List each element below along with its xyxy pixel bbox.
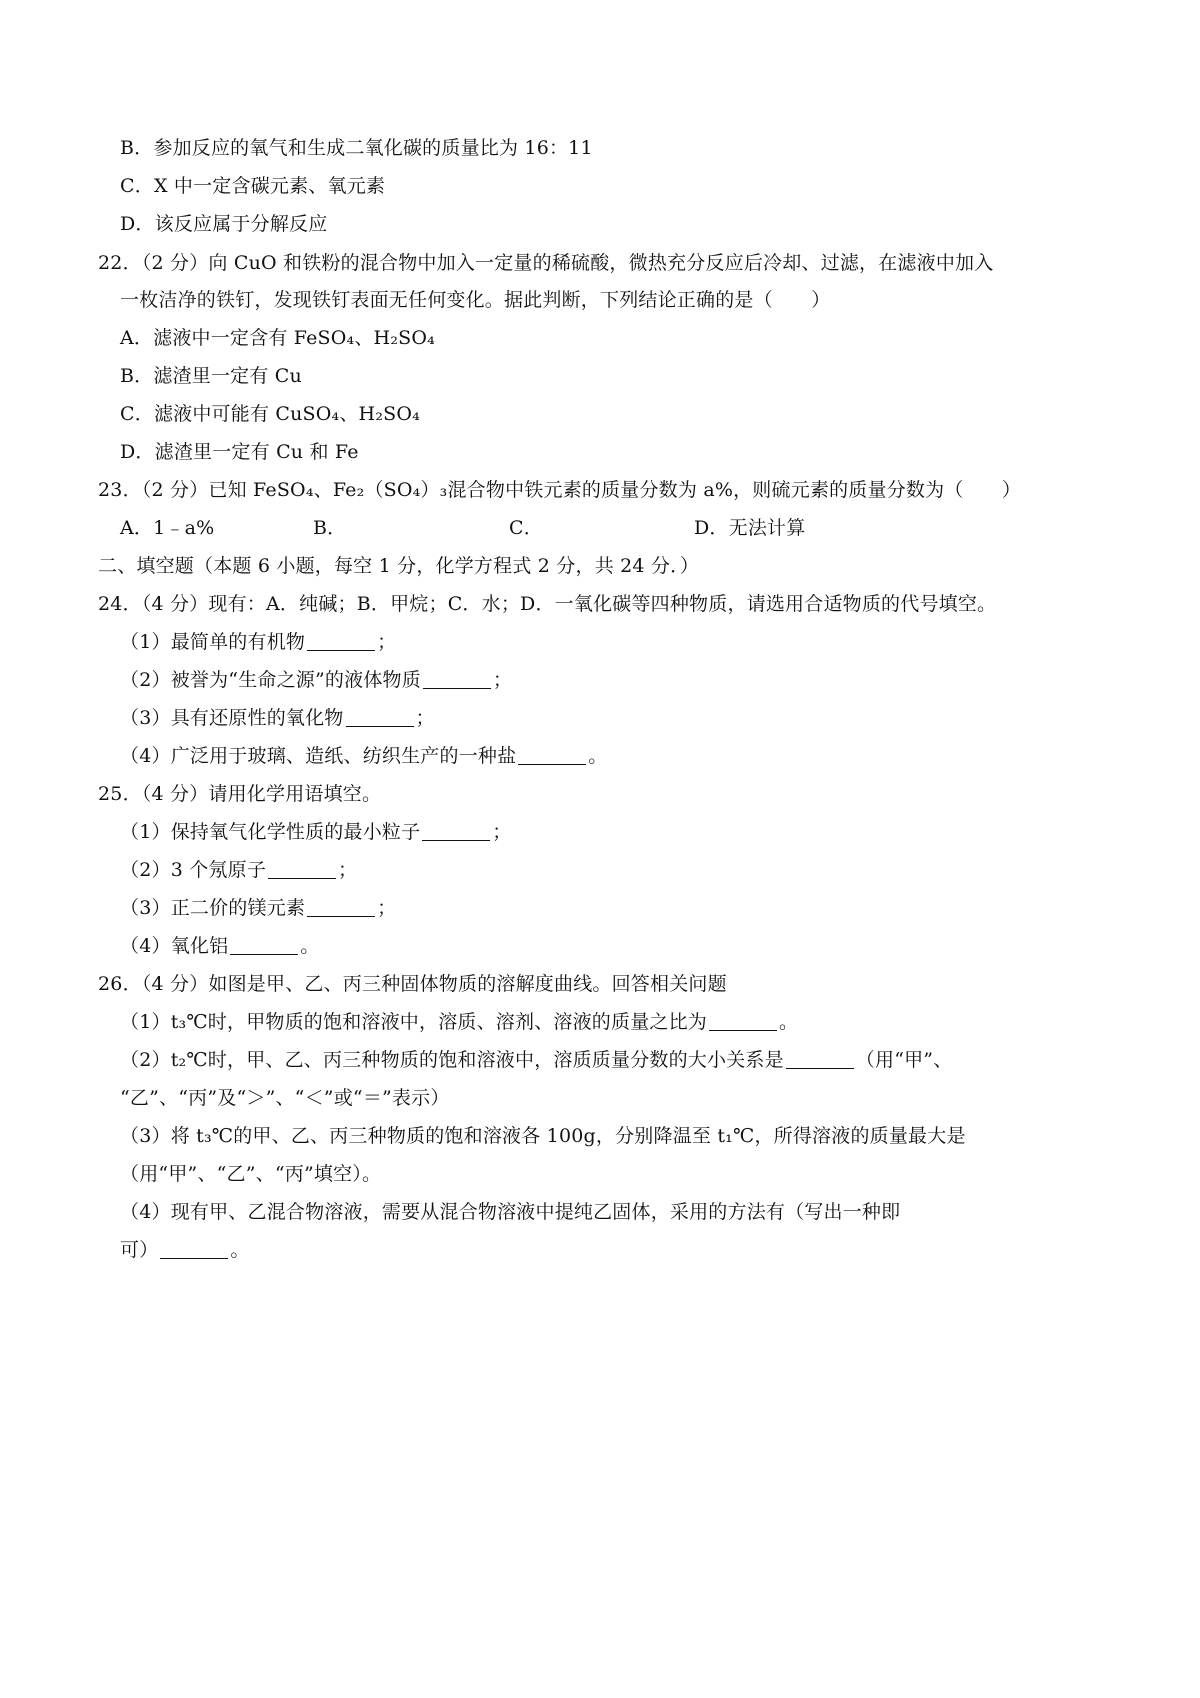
- q24-part3-end: ；: [415, 707, 435, 729]
- q23-option-b: B．: [313, 517, 347, 539]
- q24-part4: [120, 742, 608, 770]
- q22-option-c: C．滤液中可能有 CuSO₄、H₂SO₄: [120, 403, 420, 425]
- answer-blank[interactable]: [268, 858, 336, 879]
- q24-part3: [120, 704, 435, 732]
- q25-part1-end: ；: [492, 821, 512, 843]
- q26-part3-cont: （用“甲”、“乙”、“丙”填空）。: [120, 1163, 382, 1185]
- q24-part1-end: ；: [377, 631, 397, 653]
- q25-part2-end: ；: [338, 859, 358, 881]
- q25-part2: [120, 856, 357, 884]
- q21-option-d: D．该反应属于分解反应: [120, 213, 328, 235]
- answer-blank[interactable]: [518, 744, 586, 765]
- q26-part4: （4）现有甲、乙混合物溶液，需要从混合物溶液中提纯乙固体，采用的方法有（写出一种即: [120, 1201, 901, 1223]
- q26-part2-end: （用“甲”、: [855, 1049, 953, 1071]
- q24-part4-text: （4）广泛用于玻璃、造纸、纺织生产的一种盐: [120, 745, 517, 767]
- q22-stem-line1: 22．（2 分）向 CuO 和铁粉的混合物中加入一定量的稀硫酸，微热充分反应后冷却、过滤，在滤液中加入: [98, 252, 994, 274]
- q26-part4-text: 可）: [120, 1239, 159, 1261]
- q22-option-b: B．滤渣里一定有 Cu: [120, 365, 302, 387]
- q25-part1: [120, 818, 512, 846]
- q22-option-d: D．滤渣里一定有 Cu 和 Fe: [120, 441, 359, 463]
- q22-option-a: A．滤液中一定含有 FeSO₄、H₂SO₄: [120, 327, 435, 349]
- answer-blank[interactable]: [160, 1238, 228, 1259]
- answer-blank[interactable]: [307, 896, 375, 917]
- q24-part2-text: （2）被誉为“生命之源”的液体物质: [120, 669, 421, 691]
- q26-part4-cont: [120, 1236, 250, 1264]
- q23-option-d: D．无法计算: [694, 517, 806, 539]
- q25-stem: 25．（4 分）请用化学用语填空。: [98, 783, 382, 805]
- q26-part3: （3）将 t₃℃的甲、乙、丙三种物质的饱和溶液各 100g，分别降温至 t₁℃，所得溶液的质量最大是: [120, 1125, 966, 1147]
- q26-part1: [120, 1008, 798, 1036]
- q21-option-b: B．参加反应的氧气和生成二氧化碳的质量比为 16：11: [120, 137, 593, 159]
- q25-part1-text: （1）保持氧气化学性质的最小粒子: [120, 821, 421, 843]
- q23-stem: 23．（2 分）已知 FeSO₄、Fe₂（SO₄）₃混合物中铁元素的质量分数为 a%，则硫元素的质量分数为（ ）: [98, 479, 1022, 501]
- q25-part3-text: （3）正二价的镁元素: [120, 897, 306, 919]
- answer-blank[interactable]: [230, 934, 298, 955]
- answer-blank[interactable]: [423, 668, 491, 689]
- q26-part2: [120, 1046, 952, 1074]
- q25-part3-end: ；: [377, 897, 397, 919]
- answer-blank[interactable]: [346, 706, 414, 727]
- q25-part4: [120, 932, 320, 960]
- q23-option-c: C．: [509, 517, 543, 539]
- q26-part2-text: （2）t₂℃时，甲、乙、丙三种物质的饱和溶液中，溶质质量分数的大小关系是: [120, 1049, 784, 1071]
- q24-part1: [120, 628, 396, 656]
- q26-part1-end: 。: [779, 1011, 799, 1033]
- answer-blank[interactable]: [307, 630, 375, 651]
- q21-option-c: C．X 中一定含碳元素、氧元素: [120, 175, 386, 197]
- answer-blank[interactable]: [709, 1010, 777, 1031]
- answer-blank[interactable]: [422, 820, 490, 841]
- section-2-heading: 二、填空题（本题 6 小题，每空 1 分，化学方程式 2 分，共 24 分．）: [98, 555, 700, 577]
- q25-part3: [120, 894, 396, 922]
- q24-part4-end: 。: [588, 745, 608, 767]
- q24-part3-text: （3）具有还原性的氧化物: [120, 707, 344, 729]
- q26-part4-end: 。: [230, 1239, 250, 1261]
- q23-option-a: A．1﹣a%: [120, 517, 215, 539]
- q26-stem: 26．（4 分）如图是甲、乙、丙三种固体物质的溶解度曲线。回答相关问题: [98, 973, 727, 995]
- q24-part1-text: （1）最简单的有机物: [120, 631, 306, 653]
- q26-part1-text: （1）t₃℃时，甲物质的饱和溶液中，溶质、溶剂、溶液的质量之比为: [120, 1011, 707, 1033]
- q25-part2-text: （2）3 个氖原子: [120, 859, 267, 881]
- answer-blank[interactable]: [786, 1048, 854, 1069]
- q24-stem: 24．（4 分）现有：A．纯碱；B．甲烷；C．水；D．一氧化碳等四种物质，请选用合适物质的代号填空。: [98, 593, 997, 615]
- q24-part2: [120, 666, 512, 694]
- q22-stem-line2: 一枚洁净的铁钉，发现铁钉表面无任何变化。据此判断，下列结论正确的是（ ）: [120, 289, 831, 311]
- q25-part4-end: 。: [300, 935, 320, 957]
- q24-part2-end: ；: [492, 669, 513, 691]
- q26-part2-cont: “乙”、“丙”及“＞”、“＜”或“＝”表示）: [120, 1087, 450, 1109]
- q25-part4-text: （4）氧化铝: [120, 935, 229, 957]
